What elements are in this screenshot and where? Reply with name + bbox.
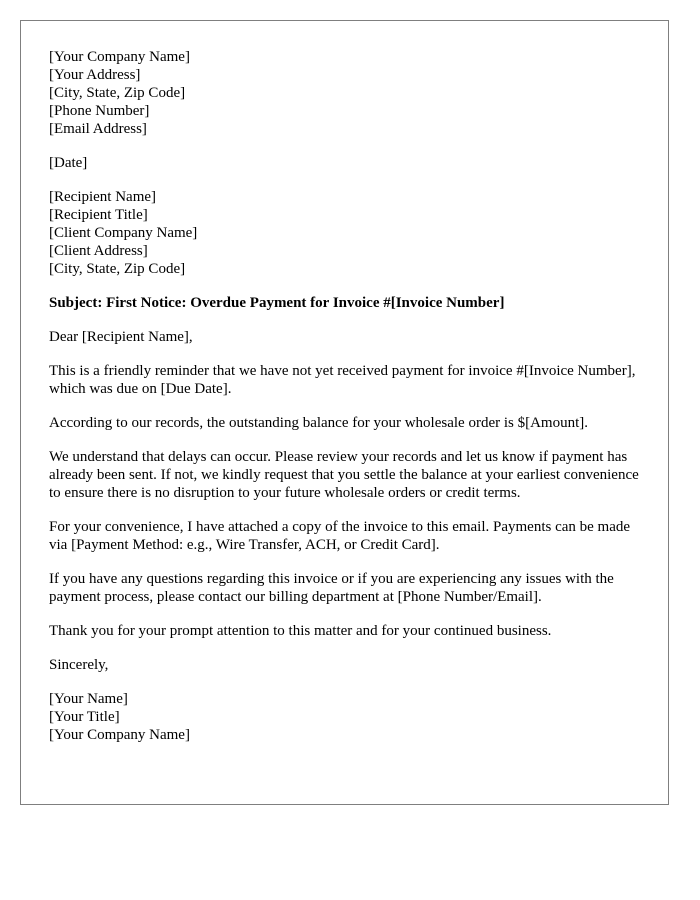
recipient-title: [Recipient Title] xyxy=(49,207,148,223)
body-paragraph-1: This is a friendly reminder that we have not yet received payment for invoice #[Invoice Number], which was due on [Due Date]. xyxy=(49,363,636,397)
recipient-block xyxy=(49,188,648,278)
sender-company: [Your Company Name] xyxy=(49,49,190,65)
sender-city-state-zip: [City, State, Zip Code] xyxy=(49,85,186,101)
salutation: Dear [Recipient Name], xyxy=(49,329,193,345)
body-paragraph-5: If you have any questions regarding this invoice or if you are experiencing any issues with the payment process, please contact our billing department at [Phone Number/Email]. xyxy=(49,571,614,605)
closing: Sincerely, xyxy=(49,657,109,673)
recipient-address: [Client Address] xyxy=(49,243,148,259)
recipient-company: [Client Company Name] xyxy=(49,225,198,241)
signature-company: [Your Company Name] xyxy=(49,727,190,743)
body-paragraph-2: According to our records, the outstanding balance for your wholesale order is $[Amount]. xyxy=(49,415,589,431)
recipient-name: [Recipient Name] xyxy=(49,189,157,205)
signature-name: [Your Name] xyxy=(49,691,128,707)
body-paragraph-6: Thank you for your prompt attention to this matter and for your continued business. xyxy=(49,623,552,639)
letter-page xyxy=(20,20,669,805)
sender-address: [Your Address] xyxy=(49,67,141,83)
sender-email: [Email Address] xyxy=(49,121,147,137)
signature-block xyxy=(49,690,648,744)
body-paragraph-4: For your convenience, I have attached a copy of the invoice to this email. Payments can be made via [Payment Method: e.g., Wire Transfer, ACH, or Credit Card]. xyxy=(49,519,631,553)
signature-title: [Your Title] xyxy=(49,709,120,725)
sender-block xyxy=(49,48,648,138)
subject-line: Subject: First Notice: Overdue Payment for Invoice #[Invoice Number] xyxy=(49,295,505,311)
sender-phone: [Phone Number] xyxy=(49,103,150,119)
letter-date: [Date] xyxy=(49,155,88,171)
recipient-city-state-zip: [City, State, Zip Code] xyxy=(49,261,186,277)
body-paragraph-3: We understand that delays can occur. Please review your records and let us know if payment has already been sent. If not, we kindly request that you settle the balance at your earliest convenience to ensure there is no disruption to your future wholesale orders or credit terms. xyxy=(49,449,639,501)
